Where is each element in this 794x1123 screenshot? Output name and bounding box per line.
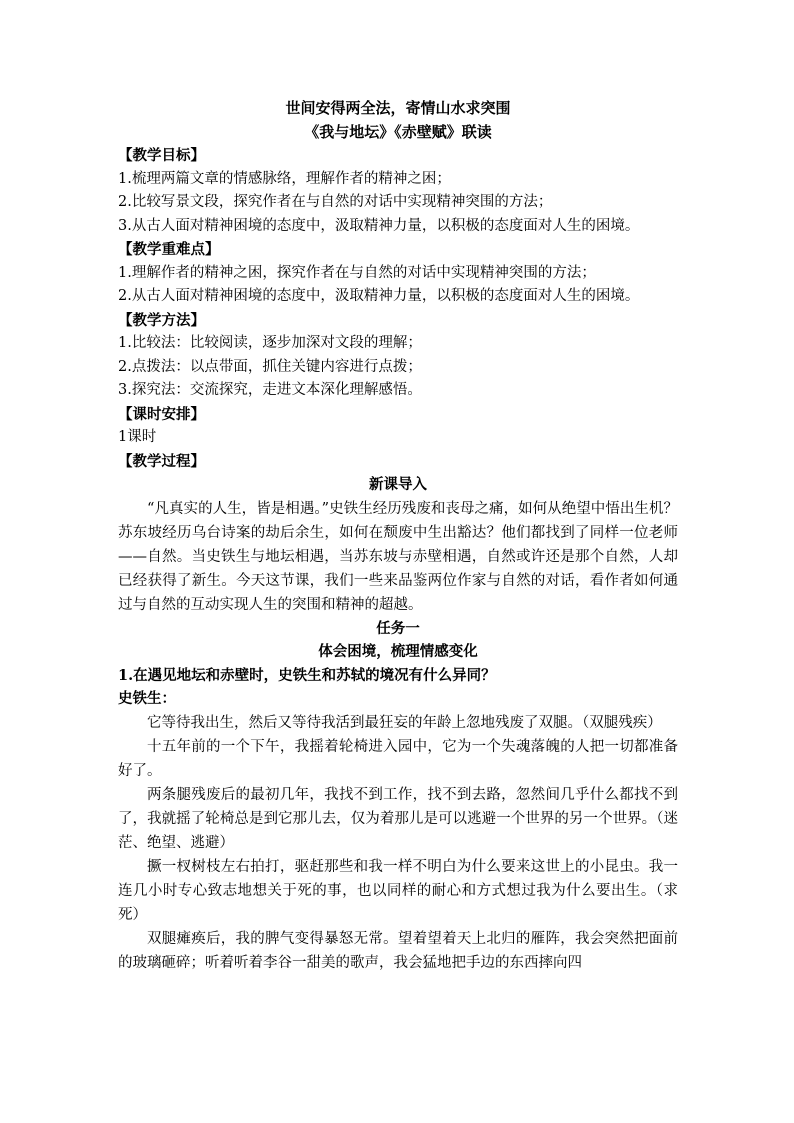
key-points-heading: 【教学重难点】 <box>118 241 220 258</box>
process-heading: 【教学过程】 <box>118 452 205 470</box>
objective-item: 3.从古人面对精神困境的态度中，汲取精神力量，以积极的态度面对人生的困境。 <box>118 217 640 234</box>
schedule-text: 1课时 <box>118 429 157 445</box>
objective-item: 1.梳理两篇文章的情感脉络，理解作者的精神之困； <box>118 170 451 187</box>
quote-paragraph: 两条腿残废后的最初几年，我找不到工作，找不到去路，忽然间几乎什么都找不到了，我就摇了轮椅总是到它那儿去，仅为着那儿是可以逃避一个世界的另一个世界。（迷茫、绝望、逃避） <box>118 786 678 851</box>
objective-item: 2.比较写景文段，探究作者在与自然的对话中实现精神突围的方法； <box>118 194 553 210</box>
quote-paragraph: 十五年前的一个下午，我摇着轮椅进入园中，它为一个失魂落魄的人把一切都准备好了。 <box>118 738 678 779</box>
method-item: 1.比较法：比较阅读，逐步加深对文段的理解； <box>118 335 422 351</box>
objectives-heading: 【教学目标】 <box>118 147 205 164</box>
intro-paragraph: “凡真实的人生，皆是相遇。”史铁生经历残废和丧母之痛，如何从绝望中悟出生机？苏东坡经历乌台诗案的劫后余生，如何在颓废中生出豁达？他们都找到了同样一位老师——自然。当史铁生与地坛相遇，当苏东坡与赤壁相遇，自然或许还是那个自然，人却已经获得了新生。今天这节课，我们一些来品鉴两位作家与自然的对话，看作者如何通过与自然的互动实现人生的突围和精神的超越。 <box>118 500 678 613</box>
task-subheading: 体会困境，梳理情感变化 <box>318 643 478 660</box>
document-title: 世间安得两全法，寄情山水求突围 <box>285 99 511 117</box>
methods-heading: 【教学方法】 <box>118 311 205 329</box>
author-label: 史铁生： <box>118 690 176 707</box>
schedule-heading: 【课时安排】 <box>118 405 205 423</box>
quote-paragraph: 撅一杈树枝左右拍打，驱赶那些和我一样不明白为什么要来这世上的小昆虫。我一连几小时专心致志地想关于死的事，也以同样的耐心和方式想过我为什么要出生。（求死） <box>118 858 678 923</box>
intro-heading: 新课导入 <box>369 476 427 493</box>
method-item: 2.点拨法：以点带面，抓住关键内容进行点拨； <box>118 358 422 375</box>
task-heading: 任务一 <box>376 619 420 637</box>
quote-paragraph: 双腿瘫痪后，我的脾气变得暴怒无常。望着望着天上北归的雁阵，我会突然把面前的玻璃砸碎；听着听着李谷一甜美的歌声，我会猛地把手边的东西摔向四 <box>118 930 678 971</box>
question-text: 1.在遇见地坛和赤壁时，史铁生和苏轼的境况有什么异同？ <box>118 666 496 684</box>
quote-paragraph: 它等待我出生，然后又等待我活到最狂妄的年龄上忽地残废了双腿。（双腿残疾） <box>147 714 662 731</box>
key-point-item: 1.理解作者的精神之困，探究作者在与自然的对话中实现精神突围的方法； <box>118 264 596 281</box>
document-subtitle: 《我与地坛》《赤壁赋》联读 <box>304 123 492 141</box>
document-page <box>118 96 678 975</box>
method-item: 3.探究法：交流探究，走进文本深化理解感悟。 <box>118 382 422 398</box>
key-point-item: 2.从古人面对精神困境的态度中，汲取精神力量，以积极的态度面对人生的困境。 <box>118 288 640 304</box>
